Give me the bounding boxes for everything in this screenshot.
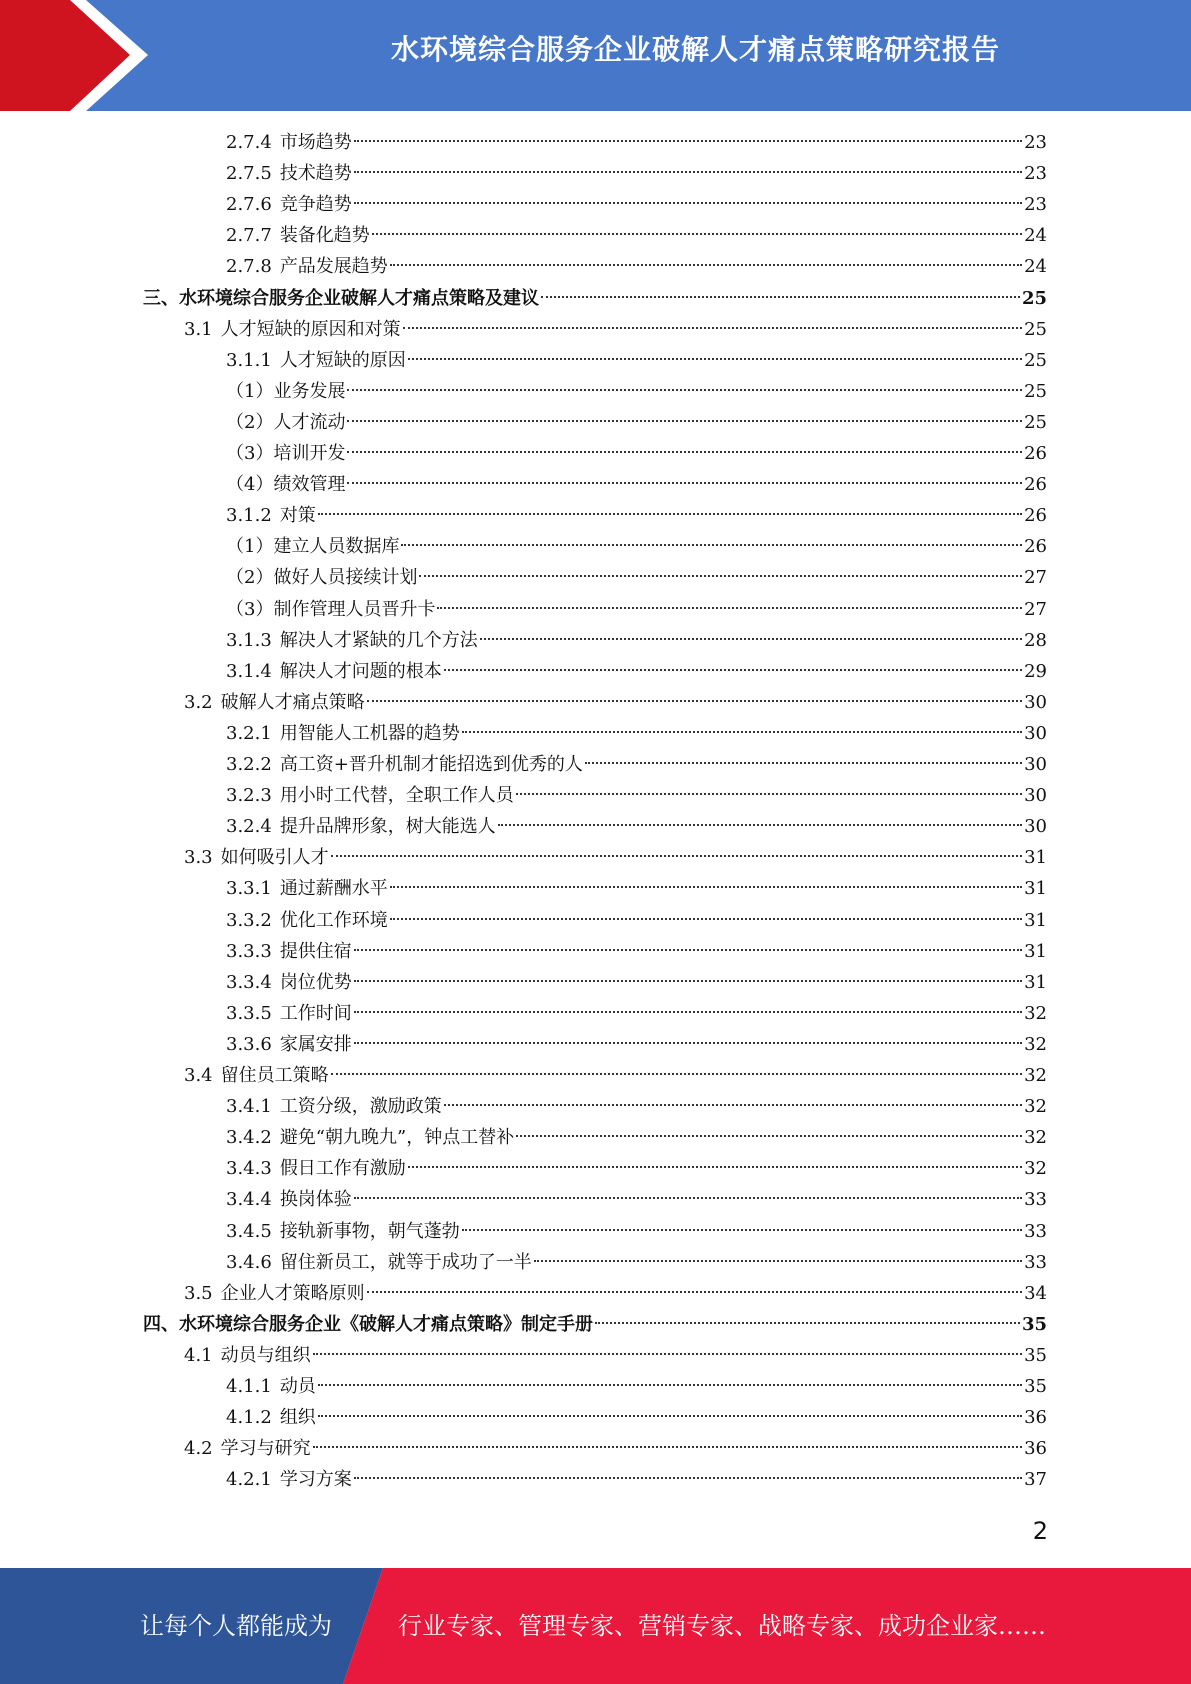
- toc-entry[interactable]: [226, 749, 1047, 780]
- toc-entry-number: 3.4: [184, 1065, 213, 1086]
- toc-entry-label: [184, 1433, 311, 1464]
- toc-entry-title: 对策: [279, 505, 316, 526]
- toc-entry[interactable]: [226, 998, 1047, 1029]
- toc-entry[interactable]: [226, 127, 1047, 158]
- toc-entry-number: 3.3.6: [226, 1034, 272, 1055]
- toc-dot-leader: [354, 1042, 1022, 1044]
- toc-entry-label: [226, 625, 478, 656]
- toc-entry-label: [226, 438, 345, 469]
- toc-entry-number: 3.4.6: [226, 1252, 272, 1273]
- toc-entry-label: [184, 687, 365, 718]
- toc-entry-label: [226, 1247, 532, 1278]
- toc-dot-leader: [354, 202, 1022, 204]
- toc-entry-title: 提升品牌形象，树大能选人: [279, 816, 496, 837]
- toc-entry-label: [184, 1278, 365, 1309]
- toc-entry-number: 4.2: [184, 1438, 213, 1459]
- toc-entry-number: 4.1.2: [226, 1407, 272, 1428]
- toc-entry-label: [143, 283, 539, 314]
- toc-entry-title: 学习方案: [279, 1469, 352, 1490]
- toc-dot-leader: [313, 1446, 1022, 1448]
- toc-entry-page: 30: [1024, 816, 1047, 837]
- toc-dot-leader: [347, 420, 1022, 422]
- toc-dot-leader: [390, 886, 1022, 888]
- toc-dot-leader: [444, 1104, 1022, 1106]
- toc-entry-page: 27: [1024, 567, 1047, 588]
- toc-dot-leader: [354, 1477, 1022, 1479]
- toc-dot-leader: [318, 513, 1022, 515]
- toc-dot-leader: [367, 1291, 1022, 1293]
- footer-slogan-right: 行业专家、管理专家、营销专家、战略专家、成功企业家……: [398, 1612, 1046, 1640]
- toc-entry-title: 装备化趋势: [279, 225, 370, 246]
- toc-dot-leader: [390, 918, 1022, 920]
- toc-entry-title: （2）做好人员接续计划: [226, 567, 418, 588]
- toc-entry[interactable]: [226, 811, 1047, 842]
- toc-entry-page: 32: [1024, 1096, 1047, 1117]
- toc-entry[interactable]: [226, 1402, 1047, 1433]
- toc-entry-page: 28: [1024, 630, 1047, 651]
- toc-entry-label: [184, 1340, 311, 1371]
- toc-entry[interactable]: [226, 407, 1047, 438]
- toc-entry-page: 30: [1024, 692, 1047, 713]
- toc-entry-label: [226, 780, 514, 811]
- toc-entry-page: 31: [1024, 972, 1047, 993]
- toc-entry-title: 换岗体验: [279, 1189, 352, 1210]
- toc-entry[interactable]: [226, 469, 1047, 500]
- toc-dot-leader: [367, 700, 1022, 702]
- toc-entry[interactable]: [226, 625, 1047, 656]
- toc-entry-page: 31: [1024, 941, 1047, 962]
- toc-entry-number: 3.3.4: [226, 972, 272, 993]
- toc-entry-number: 3.4.5: [226, 1221, 272, 1242]
- toc-entry-number: 3.2.4: [226, 816, 272, 837]
- toc-entry-title: 避免“朝九晚九”，钟点工替补: [279, 1127, 515, 1148]
- toc-entry[interactable]: [226, 1464, 1047, 1495]
- toc-dot-leader: [354, 1197, 1022, 1199]
- toc-entry-title: 市场趋势: [279, 132, 352, 153]
- toc-entry-page: 33: [1024, 1221, 1047, 1242]
- toc-entry-number: 3.4.2: [226, 1127, 272, 1148]
- toc-entry-label: [226, 1091, 442, 1122]
- toc-entry-label: [226, 345, 406, 376]
- header-band: [0, 0, 1191, 111]
- toc-entry-title: 解决人才问题的根本: [279, 661, 442, 682]
- toc-entry[interactable]: [184, 1278, 1047, 1309]
- toc-entry[interactable]: [226, 376, 1047, 407]
- toc-dot-leader: [498, 824, 1022, 826]
- toc-entry-title: 工作时间: [279, 1003, 352, 1024]
- toc-entry-title: 人才短缺的原因和对策: [220, 319, 401, 340]
- toc-entry-title: 用小时工代替，全职工作人员: [279, 785, 514, 806]
- toc-entry-title: 优化工作环境: [279, 910, 388, 931]
- toc-entry-page: 25: [1024, 381, 1047, 402]
- toc-entry[interactable]: [184, 314, 1047, 345]
- toc-dot-leader: [372, 233, 1022, 235]
- toc-entry-page: 32: [1024, 1034, 1047, 1055]
- toc-entry-label: [226, 1029, 352, 1060]
- toc-entry-page: 29: [1024, 661, 1047, 682]
- toc-entry[interactable]: [226, 531, 1047, 562]
- toc-entry-title: 假日工作有激励: [279, 1158, 406, 1179]
- toc-dot-leader: [585, 762, 1022, 764]
- toc-entry[interactable]: [226, 251, 1047, 282]
- toc-entry-label: [226, 1402, 316, 1433]
- toc-entry-title: 三、水环境综合服务企业破解人才痛点策略及建议: [143, 288, 539, 309]
- toc-entry-page: 37: [1024, 1469, 1047, 1490]
- toc-entry-label: [143, 1309, 593, 1340]
- toc-entry[interactable]: [143, 283, 1047, 314]
- toc-entry-number: 3.3.5: [226, 1003, 272, 1024]
- toc-entry[interactable]: [226, 1371, 1047, 1402]
- header-red-chevron: [0, 0, 130, 111]
- toc-entry-number: 3.2.3: [226, 785, 272, 806]
- toc-entry-title: （1）建立人员数据库: [226, 536, 400, 557]
- toc-entry-title: 产品发展趋势: [279, 256, 388, 277]
- toc-entry-title: 组织: [279, 1407, 316, 1428]
- toc-dot-leader: [354, 1011, 1022, 1013]
- toc-entry[interactable]: [226, 1091, 1047, 1122]
- toc-entry-page: 31: [1024, 910, 1047, 931]
- toc-dot-leader: [408, 1166, 1022, 1168]
- toc-dot-leader: [462, 1229, 1022, 1231]
- toc-entry[interactable]: [226, 1029, 1047, 1060]
- toc-entry-label: [226, 998, 352, 1029]
- toc-entry-label: [226, 873, 388, 904]
- toc-entry-label: [226, 376, 345, 407]
- toc-dot-leader: [419, 575, 1022, 577]
- toc-entry[interactable]: [226, 438, 1047, 469]
- toc-entry-number: 4.1.1: [226, 1376, 272, 1397]
- toc-dot-leader: [534, 1260, 1022, 1262]
- toc-entry-page: 35: [1024, 1345, 1047, 1366]
- toc-entry-page: 32: [1024, 1127, 1047, 1148]
- toc-entry-number: 3.4.3: [226, 1158, 272, 1179]
- toc-entry-label: [226, 656, 442, 687]
- toc-entry-label: [226, 718, 460, 749]
- toc-entry-title: （4）绩效管理: [226, 474, 346, 495]
- toc-entry-label: [226, 158, 352, 189]
- toc-entry-title: 竞争趋势: [279, 194, 352, 215]
- toc-entry[interactable]: [184, 1433, 1047, 1464]
- toc-entry-label: [226, 531, 399, 562]
- toc-entry-number: 3.1.1: [226, 350, 272, 371]
- toc-entry[interactable]: [226, 500, 1047, 531]
- toc-entry[interactable]: [226, 1153, 1047, 1184]
- toc-entry-title: 高工资+晋升机制才能招选到优秀的人: [279, 754, 583, 775]
- toc-dot-leader: [437, 607, 1022, 609]
- toc-entry[interactable]: [226, 594, 1047, 625]
- toc-entry[interactable]: [184, 1340, 1047, 1371]
- toc-entry-title: 如何吸引人才: [220, 847, 329, 868]
- toc-entry-title: （3）培训开发: [226, 443, 346, 464]
- toc-entry-page: 23: [1024, 132, 1047, 153]
- toc-entry-page: 24: [1024, 225, 1047, 246]
- toc-entry[interactable]: [226, 1247, 1047, 1278]
- toc-entry-title: 学习与研究: [220, 1438, 311, 1459]
- toc-entry-number: 3.3: [184, 847, 213, 868]
- toc-entry-page: 32: [1024, 1065, 1047, 1086]
- toc-entry[interactable]: [226, 1216, 1047, 1247]
- toc-dot-leader: [595, 1322, 1020, 1324]
- toc-entry-number: 2.7.4: [226, 132, 272, 153]
- toc-entry-label: [226, 1371, 316, 1402]
- toc-entry-page: 33: [1024, 1189, 1047, 1210]
- toc-entry-page: 36: [1024, 1438, 1047, 1459]
- toc-entry-title: 四、水环境综合服务企业《破解人才痛点策略》制定手册: [143, 1314, 593, 1335]
- toc-entry-title: 家属安排: [279, 1034, 352, 1055]
- toc-dot-leader: [331, 855, 1022, 857]
- toc-entry-number: 3.3.2: [226, 910, 272, 931]
- toc-entry-label: [226, 220, 370, 251]
- toc-entry[interactable]: [226, 936, 1047, 967]
- toc-entry-number: 3.2.1: [226, 723, 272, 744]
- toc-dot-leader: [313, 1353, 1022, 1355]
- toc-entry[interactable]: [226, 189, 1047, 220]
- page-number: 2: [1032, 1517, 1048, 1545]
- toc-entry-title: 工资分级，激励政策: [279, 1096, 442, 1117]
- toc-entry[interactable]: [226, 905, 1047, 936]
- toc-entry-label: [226, 1153, 406, 1184]
- toc-entry-label: [226, 127, 352, 158]
- toc-entry-number: 2.7.7: [226, 225, 272, 246]
- toc-dot-leader: [403, 327, 1022, 329]
- toc-entry-page: 31: [1024, 878, 1047, 899]
- toc-entry-number: 3.5: [184, 1283, 213, 1304]
- toc-entry-number: 4.2.1: [226, 1469, 272, 1490]
- toc-entry[interactable]: [226, 562, 1047, 593]
- toc-entry-number: 2.7.6: [226, 194, 272, 215]
- toc-entry-title: 留住员工策略: [220, 1065, 329, 1086]
- toc-entry-label: [226, 936, 352, 967]
- toc-entry[interactable]: [226, 718, 1047, 749]
- toc-entry-label: [226, 905, 388, 936]
- toc-entry-label: [226, 469, 345, 500]
- toc-entry-number: 3.1.3: [226, 630, 272, 651]
- toc-entry-page: 24: [1024, 256, 1047, 277]
- toc-entry[interactable]: [184, 842, 1047, 873]
- toc-entry-number: 2.7.8: [226, 256, 272, 277]
- toc-entry-title: 用智能人工机器的趋势: [279, 723, 460, 744]
- toc-entry[interactable]: [184, 687, 1047, 718]
- toc-entry-title: 人才短缺的原因: [279, 350, 406, 371]
- toc-dot-leader: [354, 949, 1022, 951]
- toc-entry[interactable]: [226, 780, 1047, 811]
- toc-entry-number: 4.1: [184, 1345, 213, 1366]
- toc-entry[interactable]: [226, 967, 1047, 998]
- toc-dot-leader: [347, 482, 1022, 484]
- toc-entry[interactable]: [226, 1184, 1047, 1215]
- toc-entry-number: 3.2.2: [226, 754, 272, 775]
- toc-entry-title: （2）人才流动: [226, 412, 346, 433]
- toc-dot-leader: [401, 544, 1022, 546]
- toc-entry-label: [226, 251, 388, 282]
- toc-dot-leader: [354, 140, 1022, 142]
- toc-dot-leader: [480, 638, 1022, 640]
- toc-entry-number: 3.2: [184, 692, 213, 713]
- toc-dot-leader: [408, 358, 1022, 360]
- toc-dot-leader: [444, 669, 1022, 671]
- toc-dot-leader: [318, 1415, 1022, 1417]
- toc-entry-title: 解决人才紧缺的几个方法: [279, 630, 478, 651]
- toc-entry-title: 破解人才痛点策略: [220, 692, 365, 713]
- toc-entry-label: [226, 749, 583, 780]
- toc-entry-page: 27: [1024, 599, 1047, 620]
- toc-entry-title: 企业人才策略原则: [220, 1283, 365, 1304]
- toc-entry-title: （1）业务发展: [226, 381, 346, 402]
- toc-entry-number: 2.7.5: [226, 163, 272, 184]
- toc-entry-number: 3.1.2: [226, 505, 272, 526]
- toc-entry-page: 26: [1024, 505, 1047, 526]
- toc-entry-label: [184, 842, 329, 873]
- toc-dot-leader: [541, 296, 1020, 298]
- toc-dot-leader: [347, 389, 1022, 391]
- toc-entry-title: 提供住宿: [279, 941, 352, 962]
- toc-entry-number: 3.1: [184, 319, 213, 340]
- toc-entry-title: 接轨新事物，朝气蓬勃: [279, 1221, 460, 1242]
- toc-entry-number: 3.4.4: [226, 1189, 272, 1210]
- toc-dot-leader: [354, 171, 1022, 173]
- toc-entry-page: 26: [1024, 443, 1047, 464]
- toc-entry-page: 25: [1024, 319, 1047, 340]
- toc-entry-page: 25: [1021, 288, 1047, 309]
- toc-entry-title: 通过薪酬水平: [279, 878, 388, 899]
- toc-entry-label: [226, 1216, 460, 1247]
- toc-dot-leader: [390, 264, 1022, 266]
- toc-entry[interactable]: [226, 220, 1047, 251]
- toc-entry-page: 23: [1024, 194, 1047, 215]
- toc-entry-page: 30: [1024, 754, 1047, 775]
- toc-entry-label: [184, 1060, 329, 1091]
- toc-entry-label: [184, 314, 401, 345]
- toc-entry-label: [226, 407, 345, 438]
- toc-entry-number: 3.1.4: [226, 661, 272, 682]
- toc-entry-page: 35: [1024, 1376, 1047, 1397]
- toc-entry-label: [226, 189, 352, 220]
- toc-dot-leader: [318, 1384, 1022, 1386]
- toc-entry-label: [226, 1122, 514, 1153]
- toc-entry-page: 23: [1024, 163, 1047, 184]
- toc-entry-label: [226, 562, 417, 593]
- toc-entry-page: 31: [1024, 847, 1047, 868]
- footer-band: [0, 1568, 1191, 1684]
- toc-entry-number: 3.3.1: [226, 878, 272, 899]
- toc-entry[interactable]: [226, 873, 1047, 904]
- toc-entry-label: [226, 967, 352, 998]
- toc-entry-label: [226, 594, 435, 625]
- toc-entry[interactable]: [226, 158, 1047, 189]
- toc-entry-label: [226, 811, 496, 842]
- toc-entry-page: 26: [1024, 536, 1047, 557]
- toc-entry-title: 动员: [279, 1376, 316, 1397]
- toc-entry-page: 33: [1024, 1252, 1047, 1273]
- toc-entry-page: 35: [1021, 1314, 1047, 1335]
- toc-entry-page: 36: [1024, 1407, 1047, 1428]
- toc-entry-number: 3.3.3: [226, 941, 272, 962]
- toc-entry[interactable]: [184, 1060, 1047, 1091]
- toc-entry-page: 25: [1024, 350, 1047, 371]
- toc-entry-page: 25: [1024, 412, 1047, 433]
- toc-entry-label: [226, 1464, 352, 1495]
- toc-entry[interactable]: [226, 656, 1047, 687]
- toc-entry-page: 32: [1024, 1158, 1047, 1179]
- toc-dot-leader: [331, 1073, 1022, 1075]
- toc-entry-title: 岗位优势: [279, 972, 352, 993]
- toc-entry-title: 技术趋势: [279, 163, 352, 184]
- footer-slogan-left: 让每个人都能成为: [140, 1612, 332, 1640]
- document-title: 水环境综合服务企业破解人才痛点策略研究报告: [390, 33, 1000, 66]
- toc-entry-page: 32: [1024, 1003, 1047, 1024]
- toc-entry-title: （3）制作管理人员晋升卡: [226, 599, 436, 620]
- toc-entry-label: [226, 500, 316, 531]
- toc-entry[interactable]: [226, 1122, 1047, 1153]
- toc-dot-leader: [516, 1135, 1022, 1137]
- toc-entry-page: 26: [1024, 474, 1047, 495]
- toc-entry[interactable]: [143, 1309, 1047, 1340]
- toc-dot-leader: [516, 793, 1022, 795]
- toc-entry-page: 34: [1024, 1283, 1047, 1304]
- toc-dot-leader: [347, 451, 1022, 453]
- toc-dot-leader: [462, 731, 1022, 733]
- toc-entry-page: 30: [1024, 785, 1047, 806]
- toc-entry-number: 3.4.1: [226, 1096, 272, 1117]
- toc-entry-page: 30: [1024, 723, 1047, 744]
- toc-entry[interactable]: [226, 345, 1047, 376]
- toc-dot-leader: [354, 980, 1022, 982]
- toc-entry-title: 动员与组织: [220, 1345, 311, 1366]
- toc-entry-title: 留住新员工，就等于成功了一半: [279, 1252, 532, 1273]
- toc-entry-label: [226, 1184, 352, 1215]
